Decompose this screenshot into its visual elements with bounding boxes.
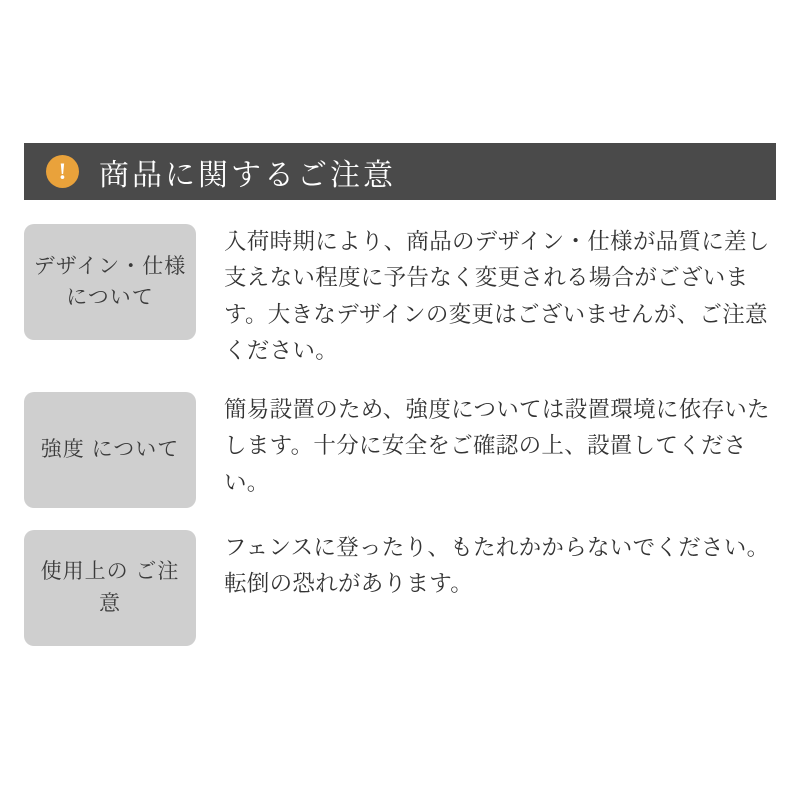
page-title: 商品に関するご注意 (99, 158, 396, 192)
notice-row (24, 530, 776, 646)
notice-label: デザイン・仕様 について (24, 224, 196, 340)
notice-header-bar (24, 143, 776, 200)
notice-row (24, 224, 776, 370)
notice-text: 入荷時期により、商品のデザイン・仕様が品質に差し支えない程度に予告なく変更される場合がございます。大きなデザインの変更はございませんが、ご注意ください。 (224, 229, 770, 364)
exclamation-circle-icon: ! (46, 155, 79, 188)
notice-text: 簡易設置のため、強度については設置環境に依存いたします。十分に安全をご確認の上、設置してください。 (224, 396, 770, 495)
notice-label: 強度 について (24, 392, 196, 508)
notice-text: フェンスに登ったり、もたれかからないでください。転倒の恐れがあります。 (224, 534, 770, 597)
notice-label: 使用上の ご注意 (24, 530, 196, 646)
notice-row (24, 392, 776, 508)
notice-list (24, 224, 776, 668)
